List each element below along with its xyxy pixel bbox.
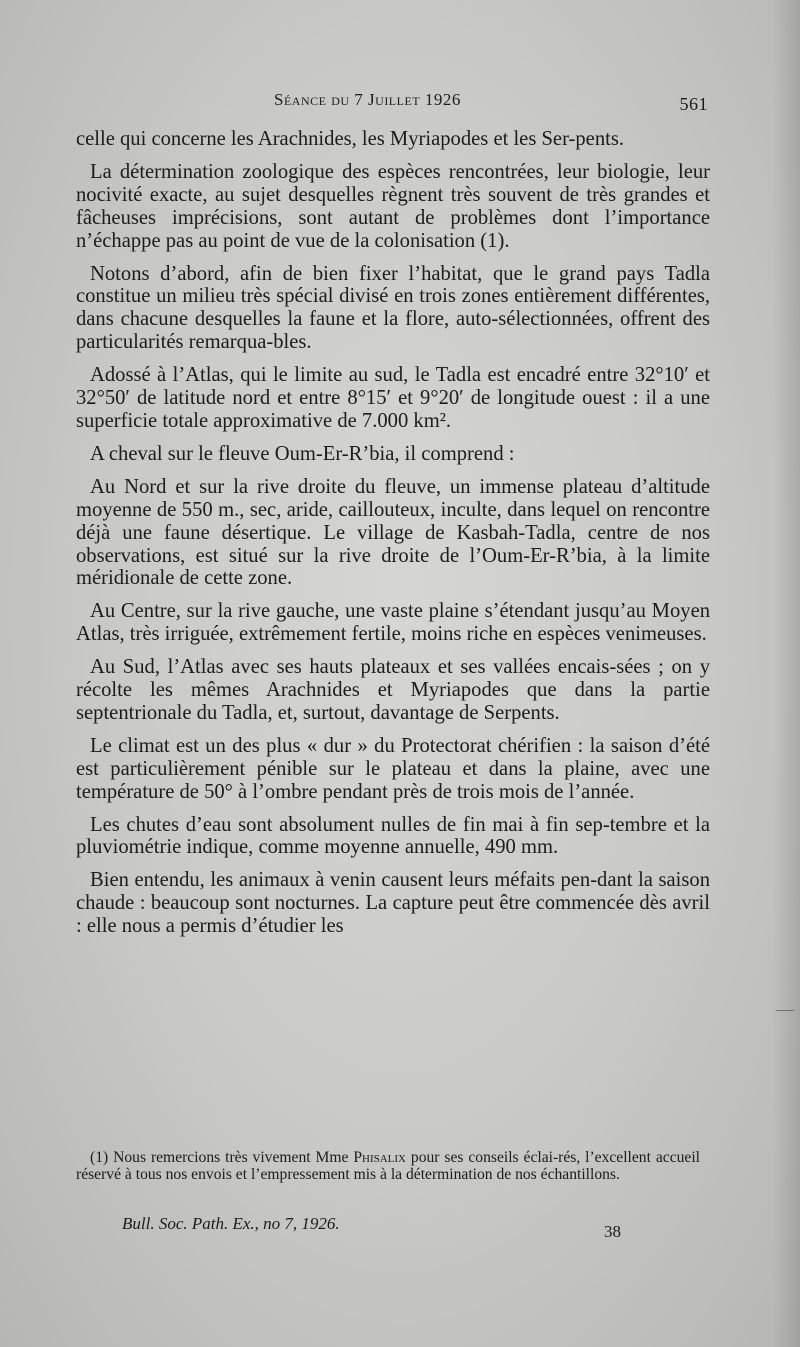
footnote-text-before: Nous remercions très vivement Mme <box>113 1149 354 1166</box>
margin-mark <box>776 1010 794 1011</box>
footnotes <box>76 1150 700 1184</box>
footnote-text-after: pour ses conseils éclai-rés, l’excellent accueil réservé à tous nos envois et l’empressement mis à la détermination de nos échantillons. <box>76 1149 700 1183</box>
footnote-marker: (1) <box>90 1149 109 1166</box>
paragraph: La détermination zoologique des espèces rencontrées, leur biologie, leur nocivité exacte, au sujet desquelles règnent très souvent de très grandes et fâcheuses imprécisions, sont autant de problèmes dont l’importance n’échappe pas au point de vue de la colonisation (1). <box>76 160 710 252</box>
paragraph: Les chutes d’eau sont absolument nulles de fin mai à fin sep-tembre et la pluviométrie indique, comme moyenne annuelle, 490 mm. <box>76 813 710 859</box>
paragraph: A cheval sur le fleuve Oum-Er-R’bia, il comprend : <box>90 442 515 465</box>
paragraph: Adossé à l’Atlas, qui le limite au sud, le Tadla est encadré entre 32°10′ et 32°50′ de latitude nord et entre 8°15′ et 9°20′ de longitude ouest : il a une superficie totale approximative de 7.000 km². <box>76 364 710 432</box>
paragraph: Au Centre, sur la rive gauche, une vaste plaine s’étendant jusqu’au Moyen Atlas, très irriguée, extrêmement fertile, moins riche en espèces venimeuses. <box>76 600 710 646</box>
page-footer <box>76 1212 710 1242</box>
paragraph: celle qui concerne les Arachnides, les Myriapodes et les Ser-pents. <box>76 128 624 150</box>
paragraph: Notons d’abord, afin de bien fixer l’habitat, que le grand pays Tadla constitue un milieu très spécial divisé en trois zones entièrement différentes, dans chacune desquelles la faune et la flore, auto-sélectionnées, offrent des particularités remarqua-bles. <box>76 262 710 354</box>
journal-reference: Bull. Soc. Path. Ex., no 7, 1926. <box>122 1214 340 1233</box>
footnote-name: Phisalix <box>353 1149 406 1166</box>
running-title: Séance du 7 Juillet 1926 <box>274 90 461 109</box>
paragraph: Au Nord et sur la rive droite du fleuve, un immense plateau d’altitude moyenne de 550 m., sec, aride, caillouteux, inculte, dans lequel on rencontre déjà une faune désertique. Le village de Kasbah-Tadla, centre de nos observations, est situé sur la rive droite de l’Oum-Er-R’bia, à la limite méridionale de cette zone. <box>76 475 710 590</box>
body-text <box>76 128 710 948</box>
paragraph: Bien entendu, les animaux à venin causent leurs méfaits pen-dant la saison chaude : beaucoup sont nocturnes. La capture peut être commencée dès avril : elle nous a permis d’étudier les <box>76 869 710 938</box>
signature-mark: 38 <box>604 1222 621 1241</box>
footnote <box>76 1150 700 1184</box>
page-number: 561 <box>679 94 708 114</box>
page-header <box>78 86 708 116</box>
paragraph: Au Sud, l’Atlas avec ses hauts plateaux et ses vallées encais-sées ; on y récolte les mêmes Arachnides et Myriapodes que dans la partie septentrionale du Tadla, et, surtout, davantage de Serpents. <box>76 656 710 724</box>
paragraph: Le climat est un des plus « dur » du Protectorat chérifien : la saison d’été est particulièrement pénible sur le plateau et dans la plaine, avec une température de 50° à l’ombre pendant près de trois mois de l’année. <box>76 734 710 803</box>
